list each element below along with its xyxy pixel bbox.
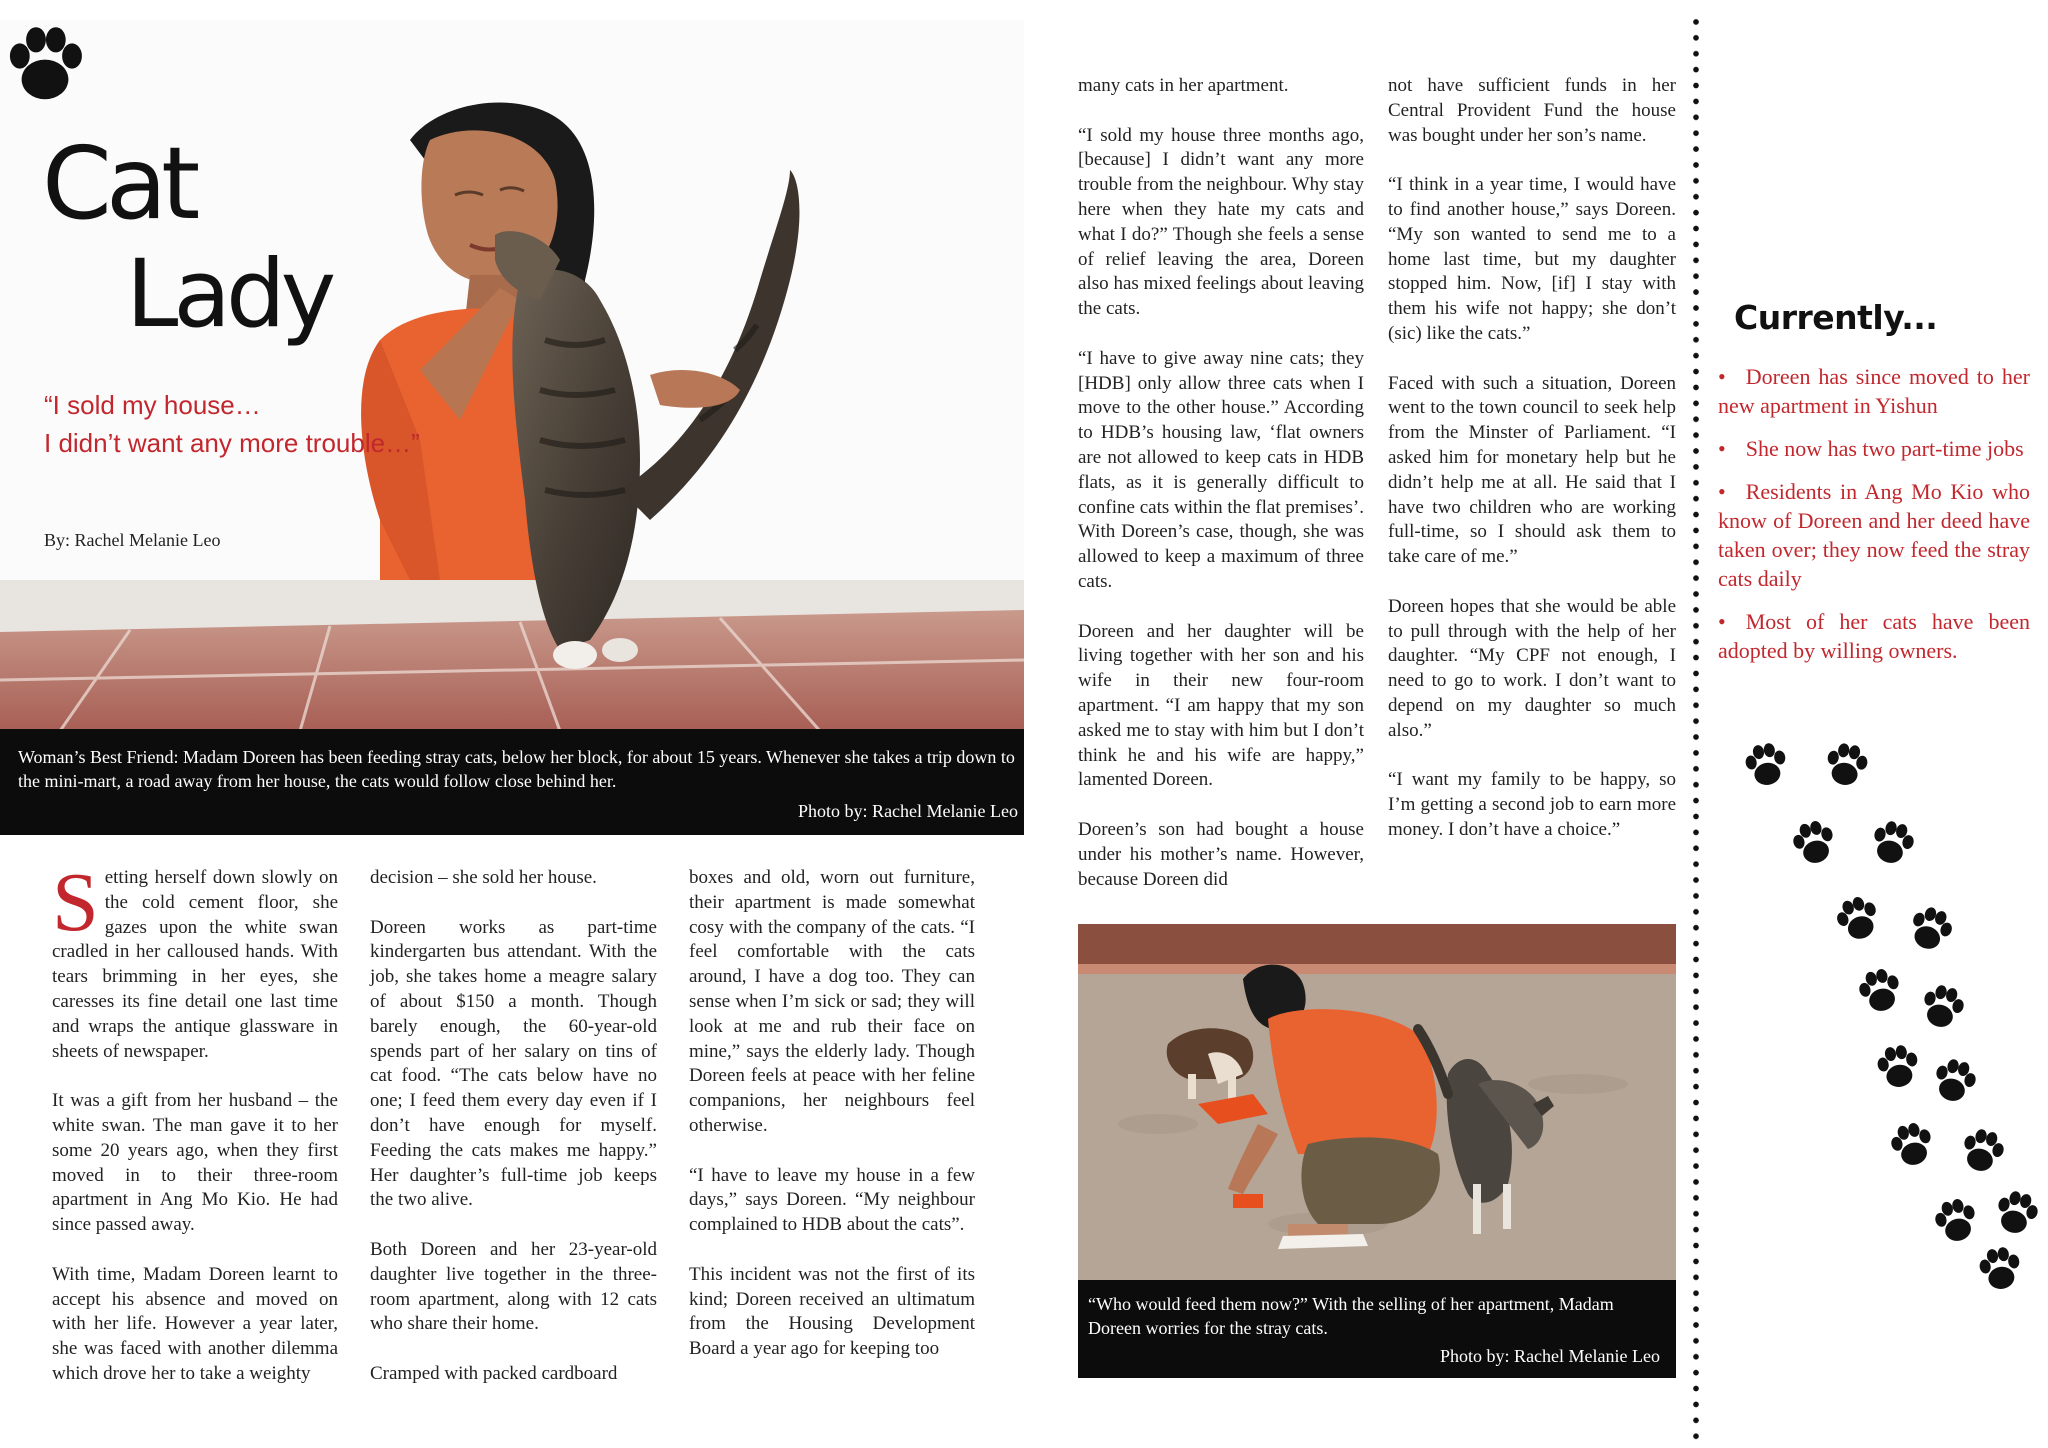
hero-photo-caption [0, 729, 1024, 835]
feeding-cats-photo-illustration [1078, 924, 1676, 1280]
paragraph: not have sufficient funds in her Central Provident Fund the house was bought under her son’s name. [1388, 75, 1676, 146]
bullet: • [1718, 479, 1726, 504]
headline-line-2: Lady [126, 240, 332, 349]
paragraph: “I think in a year time, I would have to find another house,” says Doreen. “My son wanted to send me to a home last time, but my daughter stopped him. Now, [if] I stay with them his wife not happy; she don’t (sic) like the cats.” [1388, 174, 1676, 344]
hero-photo [0, 20, 1024, 731]
paragraph: Setting herself down slowly on the cold cement floor, she gazes upon the white swan cradled in her calloused hands. With tears brimming in her eyes, she caresses its fine detail one last time and wraps the antique glassware in sheets of newspaper. [52, 856, 338, 1062]
photo-credit: Photo by: Rachel Melanie Leo [798, 801, 1018, 821]
paw-print-icon [1743, 741, 2038, 1292]
sidebar-heading: Currently... [1734, 298, 1938, 337]
pull-quote-line-2: I didn’t want any more trouble…” [44, 428, 420, 458]
paragraph: This incident was not the first of its kind; Doreen received an ultimatum from the Housing Development Board a year ago for keeping too [689, 1263, 975, 1360]
drop-cap: S [52, 856, 99, 949]
article-column-5 [1388, 74, 1676, 843]
article-column-4 [1078, 74, 1364, 892]
paragraph: boxes and old, worn out furniture, their apartment is made somewhat cosy with the company of the cats. “I feel comfortable with the cats around, I have a dog too. They can sense when I’m sick or sad; they will look at me and rub their face on mine,” says the elderly lady. Though Doreen feels at peace with her feline companions, her neighbours feel otherwise. [689, 867, 975, 1136]
bullet: • [1718, 364, 1726, 389]
paragraph: “I sold my house three months ago, [because] I didn’t want any more trouble from the neighbour. Why stay here when they hate my cats and what I do?” Though she feels a sense of relief leaving the area, Doreen also has mixed feelings about leaving the cats. [1078, 124, 1364, 320]
article-column-3 [689, 866, 975, 1362]
paragraph: “I have to give away nine cats; they [HDB] only allow three cats when I move to the other house.” According to HDB’s housing law, ‘flat owners are not allowed to keep cats in HDB flats, as it is generally difficult to confine cats within the flat premises’. With Doreen’s case, though, she was allowed to keep a maximum of three cats. [1078, 347, 1364, 592]
list-item: • Most of her cats have been adopted by willing owners. [1718, 609, 2030, 663]
paw-trail [1720, 728, 2038, 1328]
caption-text: “Who would feed them now?” With the selling of her apartment, Madam Doreen worries for the stray cats. [1088, 1294, 1614, 1338]
paw-print-icon [0, 20, 90, 110]
headline-line-1: Cat [42, 125, 195, 242]
paragraph: Cramped with packed cardboard [370, 1362, 618, 1384]
feeding-cats-photo [1078, 924, 1676, 1280]
bullet: • [1718, 436, 1726, 461]
feeding-cats-photo-caption [1078, 1280, 1676, 1378]
paragraph: Both Doreen and her 23-year-old daughter live together in the three-room apartment, along with 12 cats who share their home. [370, 1238, 657, 1335]
paragraph: Doreen hopes that she would be able to pull through with the help of her daughter. “My CPF not enough, I need to go to work. I don’t want to depend on my daughter so much also.” [1388, 595, 1676, 741]
paragraph: Doreen’s son had bought a house under his mother’s name. However, because Doreen did [1078, 818, 1364, 890]
paragraph: Faced with such a situation, Doreen went to the town council to seek help from the Minster of Parliament. “I asked him for monetary help but he didn’t help me at all. He said that I have two children who are working full-time, so I should ask them to take care of me.” [1388, 372, 1676, 568]
pull-quote-line-1: “I sold my house… [44, 390, 261, 420]
pull-quote [44, 386, 420, 462]
caption-text: Woman’s Best Friend: Madam Doreen has been feeding stray cats, below her block, for about 15 years. Whenever she takes a trip down to the mini-mart, a road away from her house, the cats would follow close behind her. [18, 747, 1015, 791]
article-column-2 [370, 866, 657, 1387]
paragraph: Doreen works as part-time kindergarten bus attendant. With the job, she takes home a meagre salary of about $150 a month. Though barely enough, the 60-year-old spends part of her salary on tins of cat food. “The cats below have no one; I feed them every day even if I don’t have enough for myself. Feeding the cats makes me happy.” Her daughter’s full-time job keeps the two alive. [370, 916, 657, 1211]
paragraph: Doreen and her daughter will be living together with her son and his wife in their new four-room apartment. “I am happy that my son asked me to stay with him but I don’t think he and his wife are happy,” lamented Doreen. [1078, 620, 1364, 791]
photo-credit: Photo by: Rachel Melanie Leo [1440, 1346, 1660, 1366]
paragraph: “I have to leave my house in a few days,” says Doreen. “My neighbour complained to HDB about the cats”. [689, 1164, 975, 1236]
list-item: • She now has two part-time jobs [1718, 436, 2024, 461]
dotted-divider [1692, 14, 1700, 1444]
paragraph: With time, Madam Doreen learnt to accept his absence and moved on with her life. However a year later, she was faced with another dilemma which drove her to take a weighty [52, 1263, 338, 1384]
bullet: • [1718, 609, 1726, 634]
article-column-1 [52, 856, 338, 1387]
paragraph: decision – she sold her house. [370, 867, 597, 888]
list-item: • Residents in Ang Mo Kio who know of Doreen and her deed have taken over; they now feed the stray cats daily [1718, 479, 2030, 591]
paragraph: It was a gift from her husband – the white swan. The man gave it to her some 20 years ago, when they first moved in to their three-room apartment in Ang Mo Kio. He had since passed away. [52, 1090, 338, 1236]
sidebar-update-list [1718, 362, 2030, 679]
byline: By: Rachel Melanie Leo [44, 530, 221, 550]
paragraph: “I want my family to be happy, so I’m getting a second job to earn more money. I don’t have a choice.” [1388, 769, 1676, 840]
list-item: • Doreen has since moved to her new apartment in Yishun [1718, 364, 2030, 418]
paragraph: many cats in her apartment. [1078, 75, 1289, 96]
